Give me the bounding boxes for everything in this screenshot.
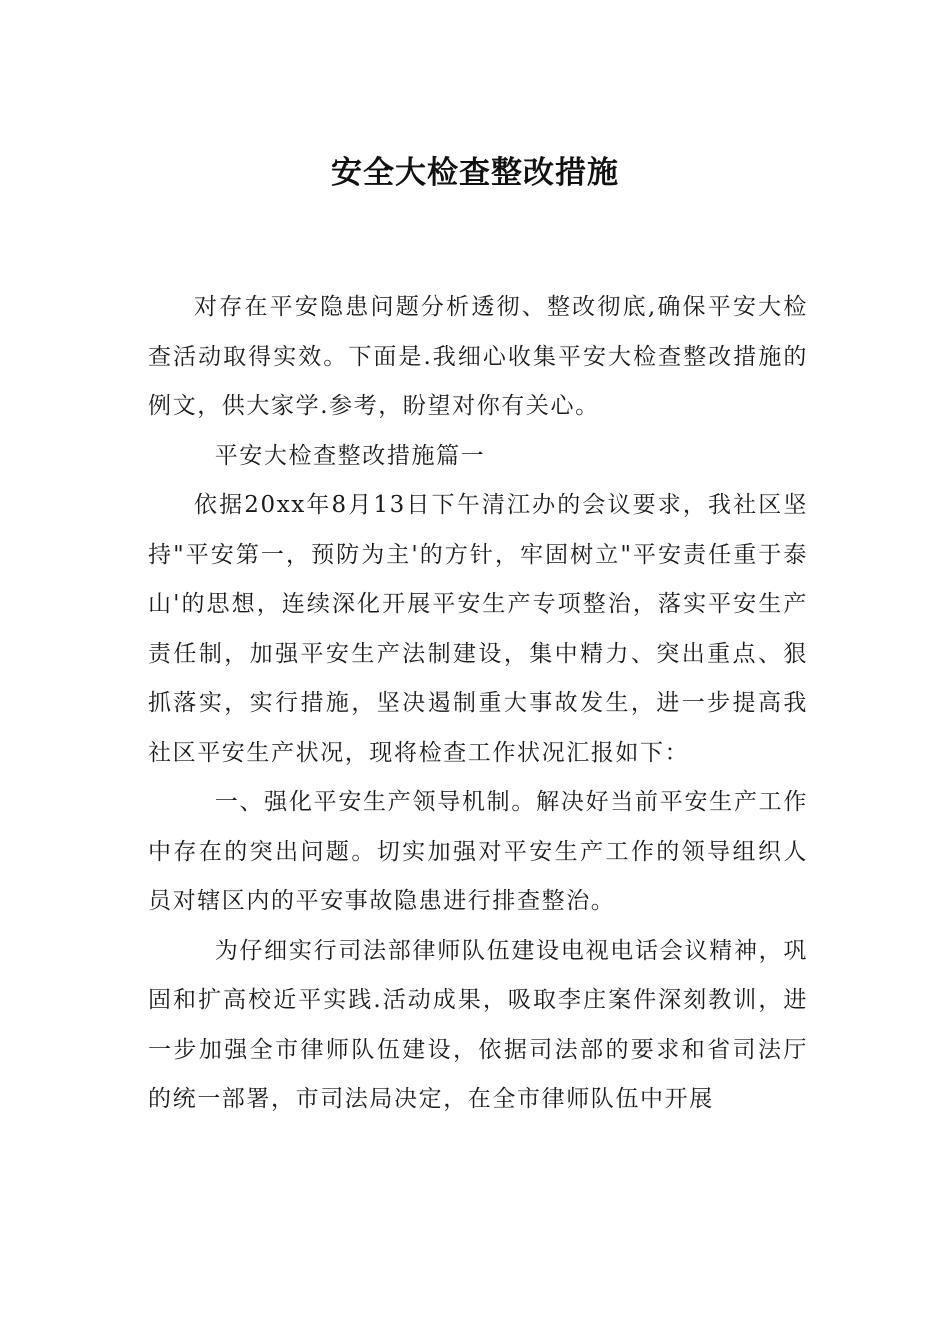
body-paragraph-1: 依据20xx年8月13日下午清江办的会议要求，我社区坚持"平安第一，预防为主'的方针，牢固树立"平安责任重于泰山'的思想，连续深化开展平安生产专项整治，落实平安生产责任制，加强平安生产法制建设，集中精力、突出重点、狠抓落实，实行措施，坚决遏制重大事故发生，进一步提高我社区平安生产状况，现将检查工作状况汇报如下： — [148, 492, 808, 766]
section-heading: 平安大检查整改措施篇一 — [214, 442, 486, 469]
document-title: 安全大检查整改措施 — [331, 154, 619, 191]
body-paragraph-3: 为仔细实行司法部律师队伍建设电视电话会议精神，巩固和扩高校近平实践.活动成果，吸取李庄案件深刻教训，进一步加强全市律师队伍建设，依据司法部的要求和省司法厅的统一部署，市司法局决定，在全市律师队伍中开展 — [148, 937, 808, 1112]
document-body — [148, 283, 808, 1125]
body-paragraph-2: 一、强化平安生产领导机制。解决好当前平安生产工作中存在的突出问题。切实加强对平安生产工作的领导组织人员对辖区内的平安事故隐患进行排查整治。 — [148, 789, 808, 914]
intro-paragraph: 对存在平安隐患问题分析透彻、整改彻底,确保平安大检查活动取得实效。下面是.我细心收集平安大检查整改措施的例文，供大家学.参考，盼望对你有关心。 — [148, 294, 808, 419]
